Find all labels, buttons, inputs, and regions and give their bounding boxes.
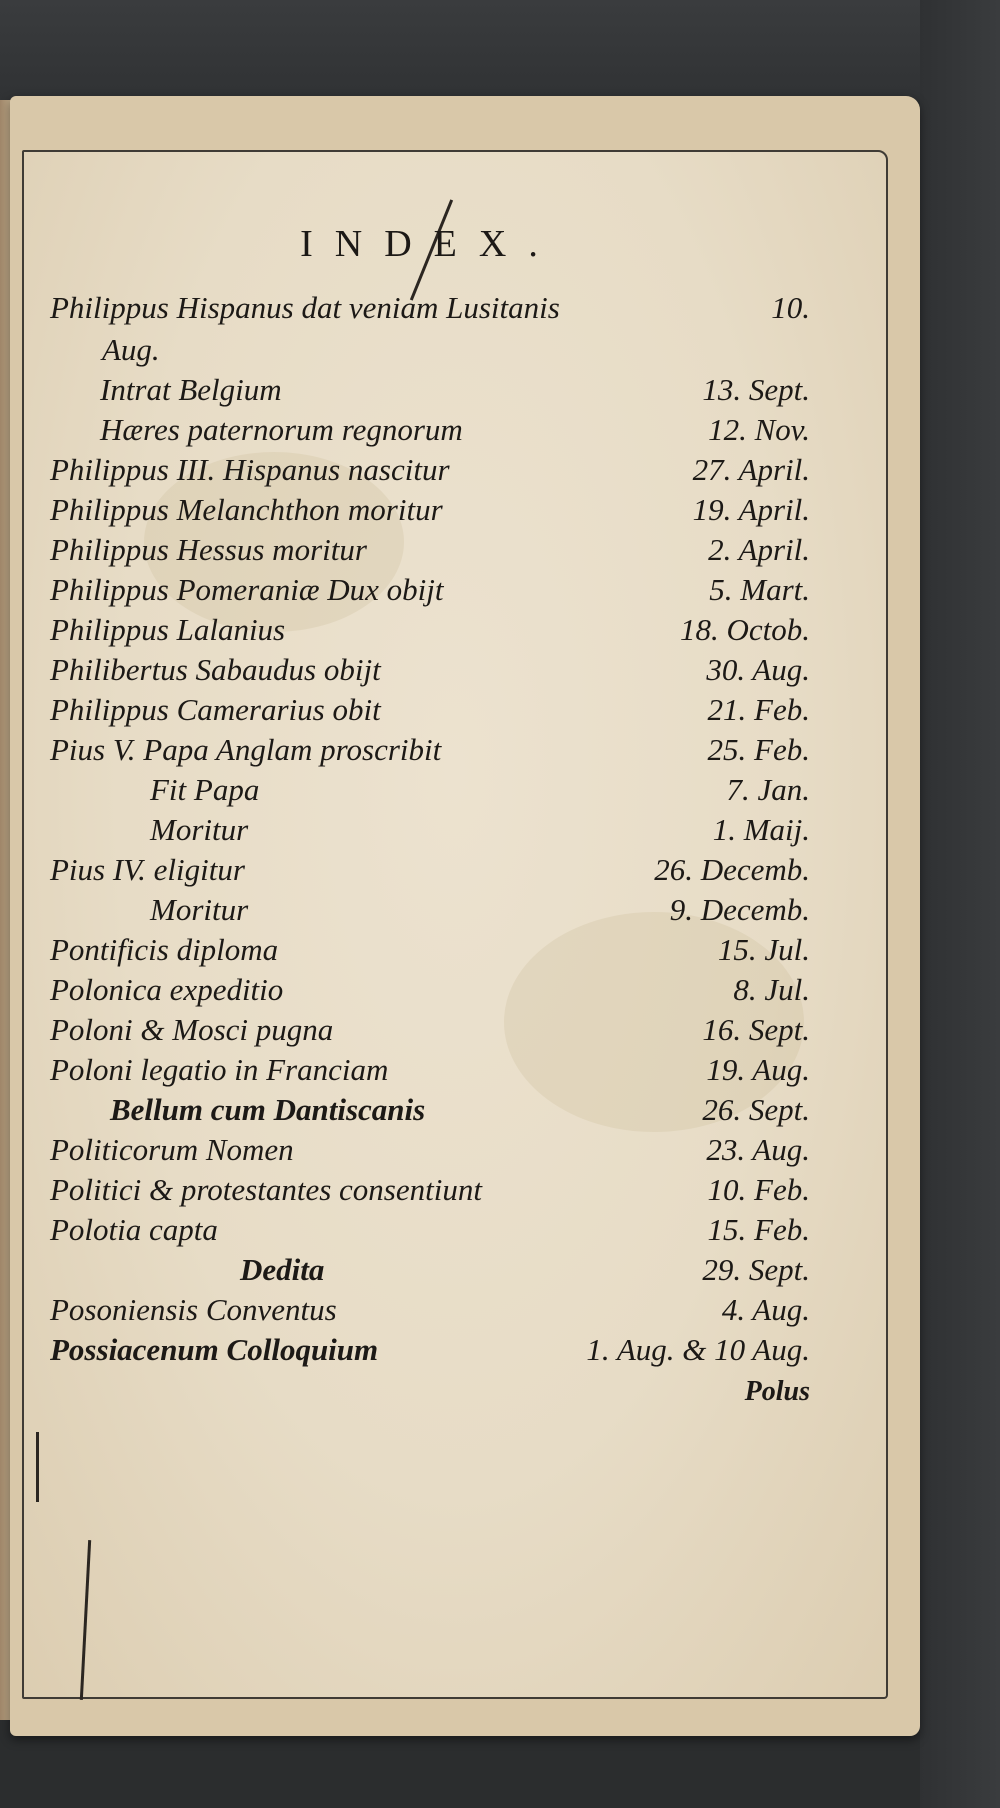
index-list [50,288,810,1414]
entry-label: Pius IV. eligitur [50,852,245,887]
index-entry [50,650,810,690]
entry-label: Poloni legatio in Franciam [50,1052,389,1087]
entry-date: 26. Sept. [702,1092,810,1127]
background-top [0,0,1000,100]
index-entry [50,1290,810,1330]
entry-date: 9. Decemb. [669,892,810,927]
entry-date: 1. Aug. & 10 Aug. [586,1332,810,1367]
index-entry [50,770,810,810]
entry-date: 25. Feb. [707,732,810,767]
index-entry [50,370,810,410]
entry-label: Intrat Belgium [100,372,282,407]
entry-date: 19. April. [692,492,810,527]
catchword-text: Polus [744,1376,810,1407]
index-entry [50,1210,810,1250]
entry-label: Politicorum Nomen [50,1132,294,1167]
entry-label: Bellum cum Dantiscanis [110,1092,426,1127]
entry-date: 7. Jan. [726,772,810,807]
entry-date: 30. Aug. [706,652,810,687]
entry-label: Philippus Pomeraniæ Dux obijt [50,572,444,607]
entry-label: Philippus Camerarius obit [50,692,381,727]
entry-date: 18. Octob. [679,612,810,647]
entry-label: Poloni & Mosci pugna [50,1012,334,1047]
catchword [50,1370,810,1414]
entry-label: Philippus Hessus moritur [50,532,367,567]
entry-date: 12. Nov. [708,412,810,447]
entry-date: 10. [771,290,810,325]
index-entry [50,610,810,650]
index-entry [50,1170,810,1210]
entry-date: 2. April. [708,532,810,567]
index-entry [50,1050,810,1090]
index-entry [50,890,810,930]
entry-date: 21. Feb. [707,692,810,727]
entry-date: 27. April. [692,452,810,487]
entry-label: Possiacenum Colloquium [50,1332,379,1367]
index-entry [50,530,810,570]
index-entry [50,1010,810,1050]
index-entry [50,288,810,330]
entry-label: Polonica expeditio [50,972,284,1007]
entry-label: Polotia capta [50,1212,218,1247]
index-entry [50,1250,810,1290]
index-entry [50,490,810,530]
entry-label: Fit Papa [150,772,260,807]
index-entry [50,850,810,890]
entry-label: Politici & protestantes consentiunt [50,1172,482,1207]
entry-label: Philippus Lalanius [50,612,286,647]
entry-date: 4. Aug. [721,1292,810,1327]
entry-date: 15. Feb. [707,1212,810,1247]
entry-label: Posoniensis Conventus [50,1292,337,1327]
entry-date: 23. Aug. [706,1132,810,1167]
entry-label: Dedita [240,1252,325,1287]
entry-date: 19. Aug. [706,1052,810,1087]
index-entry [50,810,810,850]
entry-label: Philibertus Sabaudus obijt [50,652,381,687]
index-entry [50,1130,810,1170]
index-entry [50,1090,810,1130]
entry-label: Philippus III. Hispanus nascitur [50,452,450,487]
entry-date: 13. Sept. [702,372,810,407]
index-entry [50,450,810,490]
index-entry [50,1330,810,1370]
entry-continuation: Aug. [102,332,160,367]
entry-label: Moritur [150,892,249,927]
entry-date: 26. Decemb. [654,852,810,887]
entry-label: Hæres paternorum regnorum [100,412,463,447]
entry-date: 5. Mart. [709,572,810,607]
index-entry [50,970,810,1010]
index-entry [50,410,810,450]
entry-date: 16. Sept. [702,1012,810,1047]
entry-label: Pontificis diploma [50,932,279,967]
entry-date: 29. Sept. [702,1252,810,1287]
entry-date: 10. Feb. [707,1172,810,1207]
margin-pen-mark [36,1432,39,1502]
index-entry [50,570,810,610]
page-title: INDEX. [300,223,560,265]
entry-label: Pius V. Papa Anglam proscribit [50,732,442,767]
entry-label: Philippus Hispanus dat veniam Lusitanis [50,290,560,325]
entry-label: Moritur [150,812,249,847]
index-entry [50,930,810,970]
background-right [920,0,1000,1808]
entry-label: Philippus Melanchthon moritur [50,492,443,527]
index-entry [50,690,810,730]
entry-date: 8. Jul. [733,972,810,1007]
index-entry [50,730,810,770]
entry-date: 1. Maij. [712,812,810,847]
entry-date: 15. Jul. [717,932,810,967]
